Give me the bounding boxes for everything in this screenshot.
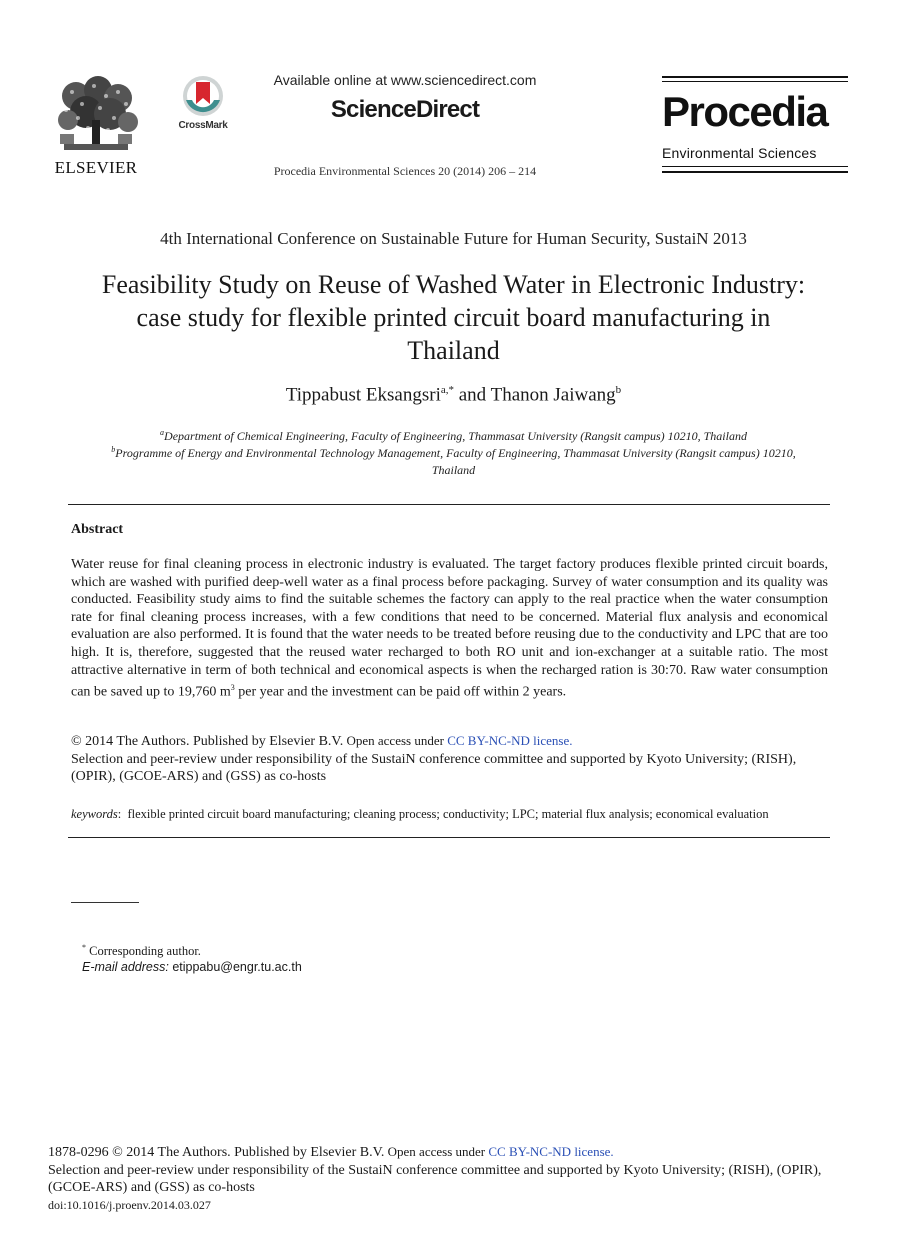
copyright-notice bbox=[71, 732, 836, 786]
author-list bbox=[0, 384, 907, 406]
affiliation-b bbox=[70, 441, 837, 479]
email-address[interactable]: etippabu@engr.tu.ac.th bbox=[168, 960, 302, 974]
footnote-rule bbox=[71, 902, 139, 903]
sciencedirect-logo: ScienceDirect bbox=[330, 96, 480, 123]
journal-reference: Procedia Environmental Sciences 20 (2014) 206 – 214 bbox=[273, 164, 537, 178]
title-line: Feasibility Study on Reuse of Washed Water in Electronic Industry: bbox=[101, 270, 806, 299]
section-divider bbox=[68, 504, 830, 505]
corresponding-author-text: Corresponding author. bbox=[86, 944, 201, 959]
page-footer bbox=[48, 1143, 828, 1214]
author-affiliation-marker: a,* bbox=[440, 384, 454, 396]
peer-review-text: Selection and peer-review under responsibility of the SustaiN conference committee and supported by Kyoto University; (RISH), (OPIR), (GCOE-ARS) and (GSS) as co-hosts bbox=[71, 751, 797, 785]
procedia-bottom-rule-thin bbox=[662, 166, 848, 167]
license-link[interactable]: CC BY-NC-ND license. bbox=[447, 733, 573, 748]
email-label: E-mail address: bbox=[82, 960, 169, 974]
procedia-bottom-rule bbox=[662, 171, 848, 173]
author-connector: and bbox=[454, 384, 491, 406]
title-line: Thailand bbox=[407, 336, 500, 365]
conference-name: 4th International Conference on Sustainable Future for Human Security, SustaiN 2013 bbox=[160, 229, 747, 248]
author-name: Thanon Jaiwang bbox=[490, 384, 616, 406]
procedia-top-rule-thin bbox=[662, 81, 848, 82]
open-access-text: Open access under bbox=[343, 733, 448, 748]
procedia-logo bbox=[662, 74, 848, 178]
title-line: case study for flexible printed circuit board manufacturing in bbox=[136, 303, 771, 332]
keywords-text: flexible printed circuit board manufacturing; cleaning process; conductivity; LPC; material flux analysis; economical evaluation bbox=[127, 807, 769, 821]
elsevier-wordmark: ELSEVIER bbox=[54, 158, 138, 177]
abstract-body bbox=[71, 556, 828, 701]
procedia-top-rule bbox=[662, 76, 848, 78]
header-center bbox=[230, 72, 580, 124]
abstract-superscript: 3 bbox=[230, 683, 235, 693]
corresponding-author-note bbox=[82, 943, 201, 959]
copyright-text: © 2014 The Authors. Published by Elsevier B.V. bbox=[71, 734, 344, 749]
procedia-name: Procedia bbox=[662, 88, 828, 135]
affiliation-text: Department of Chemical Engineering, Faculty of Engineering, Thammasat University (Rangsit campus) 10210, Thailand bbox=[164, 429, 747, 443]
peer-review-text: Selection and peer-review under responsibility of the SustaiN conference committee and supported by Kyoto University; (RISH), (OPIR), (GCOE-ARS) and (GSS) as co-hosts bbox=[48, 1162, 822, 1196]
license-link[interactable]: CC BY-NC-ND license. bbox=[488, 1144, 614, 1159]
crossmark-label: CrossMark bbox=[178, 120, 228, 131]
keywords-separator: : bbox=[117, 807, 128, 821]
procedia-subtitle: Environmental Sciences bbox=[662, 145, 817, 161]
abstract-text: Water reuse for final cleaning process in electronic industry is evaluated. The target factory produces flexible printed circuit boards, which are washed with purified deep-well water as a final process before packaging. Survey of water consumption and its quality was conducted. Feasibility study aims to find the suitable schemes the factory can apply to the real practice when the water consumption rate for final cleaning process increases, with a few conditions that need to be concerned. Material flux analysis and economical evaluation are also performed. It is found that the water needs to be treated before reusing due to the conductivity and LPC that are too high. It is, therefore, suggested that the reused water recharged to both RO unit and ion-exchanger at a suitable ratio. The most attractive alternative in term of both technical and economical aspects is when the recharged ration is 30:70. Raw water consumption can be saved up to 19,760 m bbox=[71, 557, 828, 700]
paper-title bbox=[60, 268, 847, 367]
elsevier-logo bbox=[48, 74, 144, 178]
open-access-text: Open access under bbox=[384, 1144, 489, 1159]
abstract-text: per year and the investment can be paid off within 2 years. bbox=[234, 684, 567, 700]
affiliation-text: Thailand bbox=[431, 463, 476, 477]
section-divider bbox=[68, 837, 830, 838]
footnote-marker: * bbox=[82, 943, 86, 952]
keywords-label: keywords bbox=[71, 807, 118, 821]
crossmark-badge[interactable] bbox=[172, 74, 234, 134]
email-note bbox=[82, 960, 302, 974]
available-online-text: Available online at www.sciencedirect.com bbox=[273, 72, 537, 88]
author-affiliation-marker: b bbox=[615, 384, 622, 396]
crossmark-icon bbox=[172, 74, 234, 120]
affiliation-marker: b bbox=[111, 445, 116, 454]
author-name: Tippabust Eksangsri bbox=[285, 384, 441, 406]
affiliation-text: Programme of Energy and Environmental Technology Management, Faculty of Engineering, Thammasat University (Rangsit campus) 10210, bbox=[115, 446, 796, 460]
affiliation-marker: a bbox=[160, 428, 165, 437]
abstract-heading: Abstract bbox=[71, 522, 124, 537]
keywords bbox=[71, 807, 831, 822]
issn-copyright-text: 1878-0296 © 2014 The Authors. Published by Elsevier B.V. bbox=[48, 1145, 385, 1160]
doi-text[interactable]: doi:10.1016/j.proenv.2014.03.027 bbox=[48, 1197, 211, 1212]
